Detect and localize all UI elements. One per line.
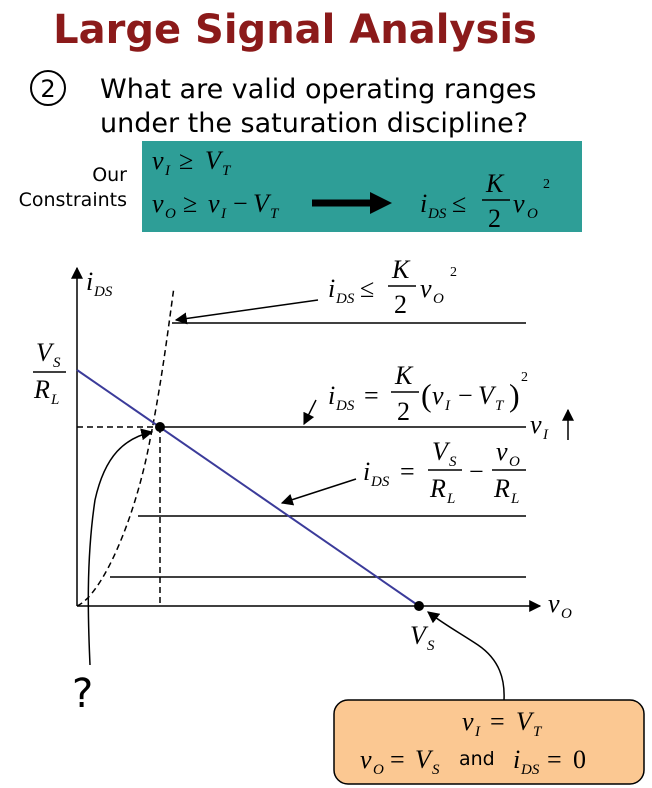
c1-geq: ≥ (179, 146, 194, 175)
c1-vi-sub: I (165, 163, 170, 179)
eq2-lhs-sub: DS (336, 398, 355, 414)
cr-leq: ≤ (452, 189, 467, 218)
x-axis-label: v (548, 589, 560, 618)
eq2-v-sub: I (445, 398, 450, 414)
cl2-ids-sub: DS (521, 762, 540, 778)
eq2-num: K (395, 361, 413, 390)
intercept-den: R (34, 375, 50, 404)
eq3-op: = (400, 457, 415, 486)
eq3-pointer-arrow (282, 479, 356, 503)
question-mark: ? (72, 671, 94, 717)
question-pointer-arrow (88, 432, 152, 665)
cr-vo-sub: O (527, 206, 538, 222)
eq2-den: 2 (397, 397, 410, 426)
question-number: 2 (40, 75, 56, 103)
cl2-eq2: = (547, 745, 562, 774)
callout-pointer-arrow (428, 612, 504, 700)
eq3-den2: R (494, 474, 510, 503)
eq2-open: ( (421, 377, 432, 413)
cl1-V: V (516, 707, 532, 736)
cr-square: 2 (543, 177, 550, 192)
c2-vo-sub: O (165, 206, 176, 222)
page-title: Large Signal Analysis (53, 7, 537, 53)
intercept-num: V (36, 338, 52, 367)
eq2-close: ) (509, 377, 520, 413)
cr-ids-sub: DS (428, 206, 447, 222)
c2-vi-sub: I (221, 206, 226, 222)
eq2-minus: − (458, 381, 473, 410)
cl2-eq1: = (390, 745, 405, 774)
operating-point (155, 422, 165, 432)
intercept-num-sub: S (53, 355, 61, 371)
eq3-num1: V (432, 437, 448, 466)
y-axis-label: i (86, 267, 94, 296)
c1-vi: v (152, 146, 164, 175)
cl2-ids: i (513, 745, 521, 774)
intercept-den-sub: L (51, 392, 60, 408)
eq1-var: v (420, 274, 432, 303)
question-line-1: What are valid operating ranges (100, 74, 537, 105)
c2-VT-sub: T (270, 206, 279, 222)
constraints-label-line1: Our (92, 164, 127, 186)
eq-parabola (328, 255, 457, 319)
eq1-num: K (392, 255, 410, 284)
eq3-den2-sub: L (511, 491, 520, 507)
eq3-num2: v (496, 437, 508, 466)
c1-VT: V (205, 146, 221, 175)
cr-two: 2 (488, 204, 501, 233)
cl1-v-sub: I (475, 724, 480, 740)
eq-load-line (363, 437, 526, 507)
c1-VT-sub: T (222, 163, 231, 179)
eq1-lhs-sub: DS (336, 291, 355, 307)
eq1-op: ≤ (360, 274, 375, 303)
eq1-lhs: i (328, 274, 336, 303)
c2-minus: − (233, 189, 248, 218)
cl2-vo-sub: O (373, 762, 384, 778)
cr-ids: i (420, 189, 428, 218)
eq3-den1-sub: L (447, 491, 456, 507)
vs-label-sub: S (427, 638, 435, 654)
eq1-var-sub: O (433, 291, 444, 307)
cutoff-point (414, 601, 424, 611)
eq3-num1-sub: S (449, 454, 457, 470)
cl1-V-sub: T (533, 724, 542, 740)
eq1-exp: 2 (450, 265, 457, 280)
cl2-zero: 0 (573, 745, 586, 774)
c2-VT: V (253, 189, 269, 218)
eq2-V-sub: T (495, 398, 504, 414)
c2-geq: ≥ (183, 189, 198, 218)
x-axis-label-sub: O (561, 606, 572, 622)
eq2-v: v (432, 381, 444, 410)
eq1-pointer-arrow (176, 300, 318, 320)
question-line-2: under the saturation discipline? (100, 108, 529, 139)
eq3-den1: R (430, 474, 446, 503)
cl2-vo: v (360, 745, 372, 774)
question-block (31, 71, 536, 139)
eq2-lhs: i (328, 381, 336, 410)
eq3-num2-sub: O (509, 454, 520, 470)
c2-vi: v (208, 189, 220, 218)
c2-vo: v (152, 189, 164, 218)
eq2-op: = (364, 381, 379, 410)
vs-label: V (410, 621, 426, 650)
y-axis-label-sub: DS (94, 284, 113, 300)
eq2-pointer-arrow (304, 400, 316, 424)
eq1-den: 2 (394, 290, 407, 319)
cl2-and: and (459, 748, 495, 770)
eq-saturation (328, 361, 528, 426)
cr-vo: v (513, 189, 525, 218)
cl1-v: v (462, 707, 474, 736)
eq2-exp: 2 (521, 370, 528, 385)
constraints-label-line2: Constraints (18, 189, 127, 211)
cl1-eq: = (490, 707, 505, 736)
eq2-V: V (478, 381, 494, 410)
cl2-VS-sub: S (432, 762, 440, 778)
eq3-lhs: i (363, 457, 371, 486)
eq3-lhs-sub: DS (371, 474, 390, 490)
cl2-VS: V (415, 745, 431, 774)
vi-arrow-label-sub: I (543, 427, 548, 443)
eq3-minus: − (469, 457, 484, 486)
cr-K: K (486, 169, 504, 198)
vi-arrow-label: v (530, 410, 542, 439)
